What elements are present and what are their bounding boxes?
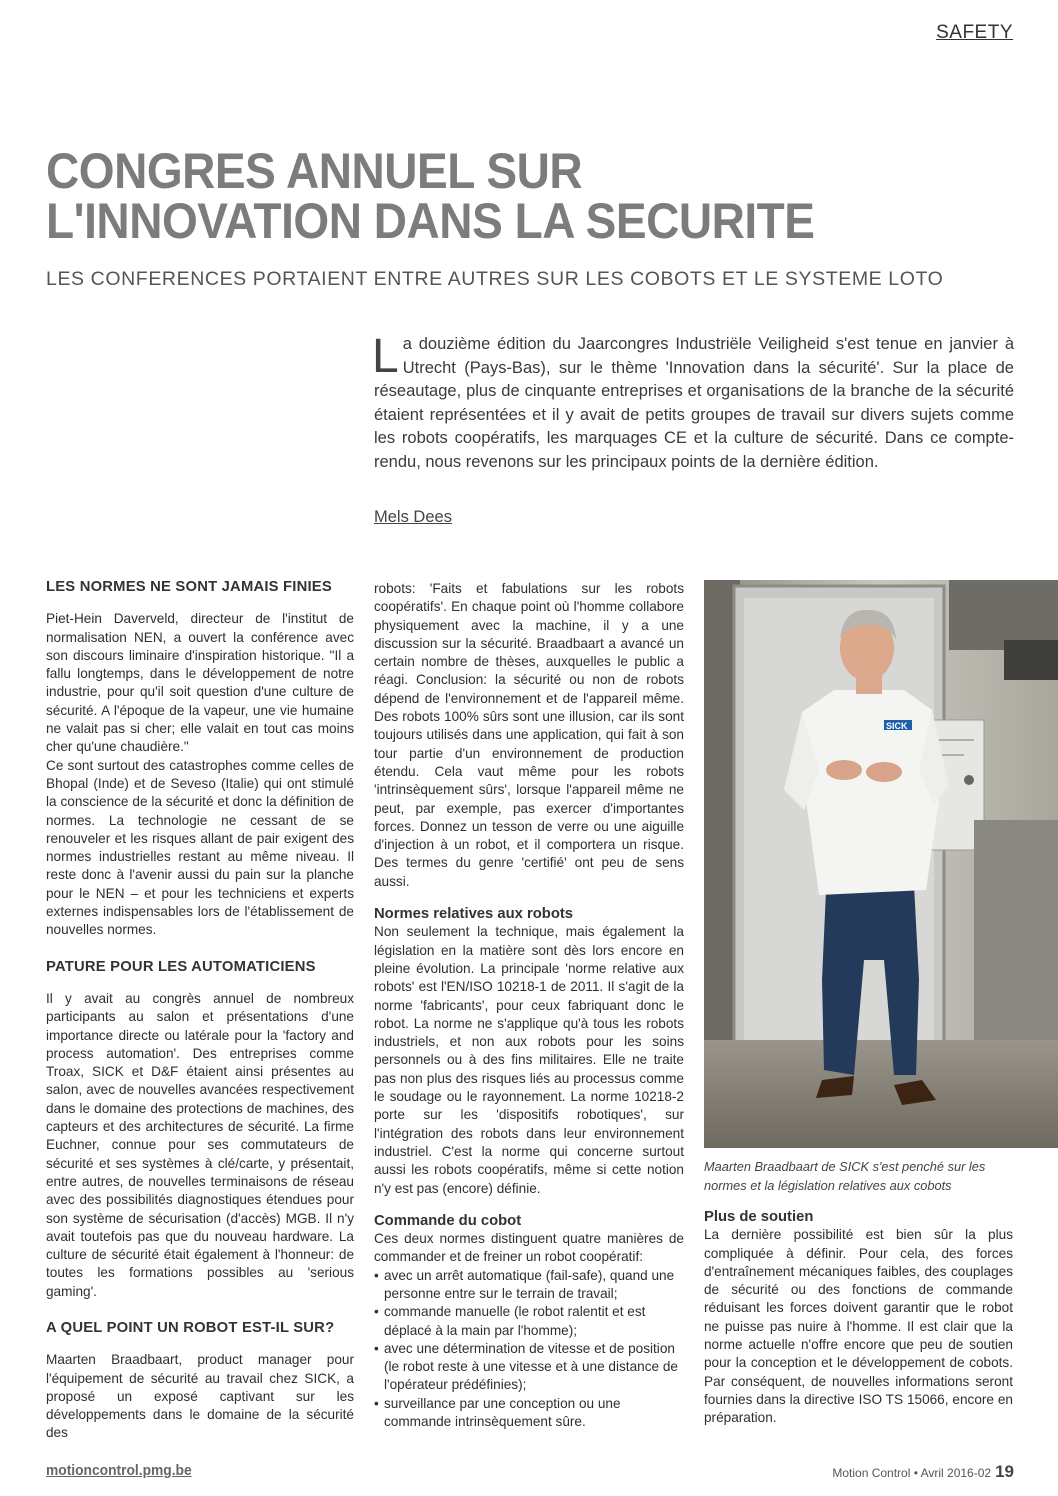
photo-logo-text: SICK xyxy=(886,721,908,731)
page-number: 19 xyxy=(995,1462,1014,1481)
heading-robot-sur: A QUEL POINT UN ROBOT EST-IL SUR? xyxy=(46,1319,335,1336)
intro-dropcap: L xyxy=(372,330,399,383)
paragraph: Non seulement la technique, mais également la législation en la matière sont dès lors encore en pleine évolution. La principale 'norme relative aux robots' est l'EN/ISO 10218-1 de 2011. Il s'agit de la norme 'fabricants', pour ceux fabriquant donc le robot. La norme ne s'applique qu'à tous les robots industriels, et non aux robots pour les soins personnels ou à des fins militaires. Elle ne traite pas non plus des risques liés au processus comme le soudage ou le rayonnement. La norme 10218-2 porte sur les 'dispositifs robotiques', sur l'intégration des robots dans leur environnement industriel. C'est la norme qui concerne surtout aussi les robots coopératifs, même si cette notion n'y est pas (encore) définie. xyxy=(374,924,684,1196)
paragraph: Ces deux normes distinguent quatre manières de commander et de freiner un robot coopératif: xyxy=(374,1231,684,1265)
author-byline: Mels Dees xyxy=(374,508,452,526)
column-2 xyxy=(374,580,684,1431)
photo-caption: Maarten Braadbaart de SICK s'est penché sur les normes et la législation relatives aux cobots xyxy=(704,1159,986,1193)
article-subtitle: LES CONFERENCES PORTAIENT ENTRE AUTRES SUR LES COBOTS ET LE SYSTEME LOTO xyxy=(46,268,944,290)
article-title-line-2: L'INNOVATION DANS LA SECURITE xyxy=(46,193,815,249)
footer-site-link[interactable]: motioncontrol.pmg.be xyxy=(46,1462,192,1479)
paragraph: Ce sont surtout des catastrophes comme celles de Bhopal (Inde) et de Seveso (Italie) qui ont stimulé la conscience de la sécurité et donc la définition de normes. La technologie ne cessant de se renouveler et les risques allant de pair exigent des normes industrielles restant au même niveau. Il reste donc à l'avenir aussi du pain sur la planche pour le NEN – et pour les techniciens et experts externes indispensables lors de l'établissement de nouvelles normes. xyxy=(46,757,354,938)
heading-normes: LES NORMES NE SONT JAMAIS FINIES xyxy=(46,579,332,595)
heading-normes-robots: Normes relatives aux robots xyxy=(374,906,574,923)
footer-publication xyxy=(832,1462,1014,1482)
speaker-photo xyxy=(704,580,1058,1148)
paragraph: robots: 'Faits et fabulations sur les robots coopératifs'. En chaque point où l'homme collabore physiquement avec la machine, il y a une discussion sur la sécurité. Braadbaart a avancé un certain nombre de thèses, auxquelles le public a réagi. Conclusion: la sécurité ou non de robots dépend de l'environnement et de l'appareil même. Des robots 100% sûrs sont une illusion, car ils sont toujours utilisés dans une application, qui fait à son tour partie d'un environnement de production étendu. Cela vaut même pour les robots 'intrinsèquement sûrs', lorsque l'appareil même ne peut, par exemple, pas exercer d'importantes forces. Donnez un tesson de verre ou une aiguille d'injection à un robot, et il comportera un risque. Des termes du genre 'certifié' ont peu de sens aussi. xyxy=(374,581,684,889)
paragraph: Il y avait au congrès annuel de nombreux participants au salon et présentations d'une importance directe ou latérale pour la 'factory and process automation'. Des entreprises comme Troax, SICK et D&F étaient ainsi présentes au salon, avec de nouvelles avancées respectivement dans le domaine des protections de machines, des capteurs et des architectures de sécurité. La firme Euchner, connue pour ses commutateurs de sécurité et ses systèmes à clé/carte, y présentait, entre autres, de nouvelles terminaisons de réseau avec des possibilités diagnostiques étendues pour son système de sécurisation (d'accès) MGB. Il n'y avait toutefois pas que du nouveau hardware. La culture de sécurité était également à l'honneur: de toutes les formations possibles au 'serious gaming'. xyxy=(46,990,354,1299)
heading-soutien: Plus de soutien xyxy=(704,1209,814,1225)
list-item: • surveillance par une conception ou une commande intrinsèquement sûre. xyxy=(374,1395,684,1432)
column-3 xyxy=(704,1208,1013,1428)
paragraph: Maarten Braadbaart, product manager pour l'équipement de sécurité au travail chez SICK, a proposé un exposé captivant sur les développements dans le domaine de la sécurité des xyxy=(46,1352,354,1441)
intro-text: a douzième édition du Jaarcongres Industriële Veiligheid s'est tenue en janvier à Utrecht (Pays-Bas), sur le thème 'Innovation dans la sécurité'. Sur la place de réseautage, plus de cinquante entreprises et organisations de la branche de la sécurité étaient représentées et il y avait de petits groupes de travail sur divers sujets comme les robots coopératifs, les marquages CE et la culture de sécurité. Dans ce compte-rendu, nous revenons sur les principaux points de la dernière édition. xyxy=(374,335,1014,471)
control-methods-list xyxy=(374,1267,684,1432)
heading-pature: PATURE POUR LES AUTOMATICIENS xyxy=(46,958,316,975)
article-title xyxy=(46,143,948,249)
list-item: • avec un arrêt automatique (fail-safe), quand une personne entre sur le terrain de travail; xyxy=(374,1267,684,1304)
column-1 xyxy=(46,578,354,1443)
list-item: • commande manuelle (le robot ralentit et est déplacé à la main par l'homme); xyxy=(374,1303,684,1340)
heading-commande-cobot: Commande du cobot xyxy=(374,1212,522,1229)
paragraph: Piet-Hein Daverveld, directeur de l'institut de normalisation NEN, a ouvert la conférence avec son discours liminaire d'inspiration historique. "Il a fallu longtemps, dans le développement de notre industrie, pour qu'il soit question d'une culture de sécurité. A l'époque de la vapeur, une vie humaine ne valait pas si cher; elle valait en tout cas moins cher qu'une chaudière." xyxy=(46,611,354,755)
section-tag: SAFETY xyxy=(936,22,1013,43)
footer-magazine: Motion Control • Avril 2016-02 xyxy=(832,1466,992,1480)
article-title-line-1: CONGRES ANNUEL SUR xyxy=(46,143,583,199)
list-item: • avec une détermination de vitesse et de position (le robot reste à une vitesse et à une distance de l'opérateur prédéfinies); xyxy=(374,1340,684,1395)
paragraph: La dernière possibilité est bien sûr la plus compliquée à définir. Pour cela, des forces d'entraînement mécaniques faibles, des couplages de sécurité ou des fonctions de commande réduisant les forces doivent garantir que le robot ne puisse pas nuire à l'homme. Il est clair que la norme actuelle n'offre encore que peu de soutien pour la conception et le développement de cobots. Par conséquent, de nouvelles informations seront fournies dans la directive ISO TS 15066, encore en préparation. xyxy=(704,1227,1013,1426)
intro-paragraph xyxy=(372,330,1014,475)
